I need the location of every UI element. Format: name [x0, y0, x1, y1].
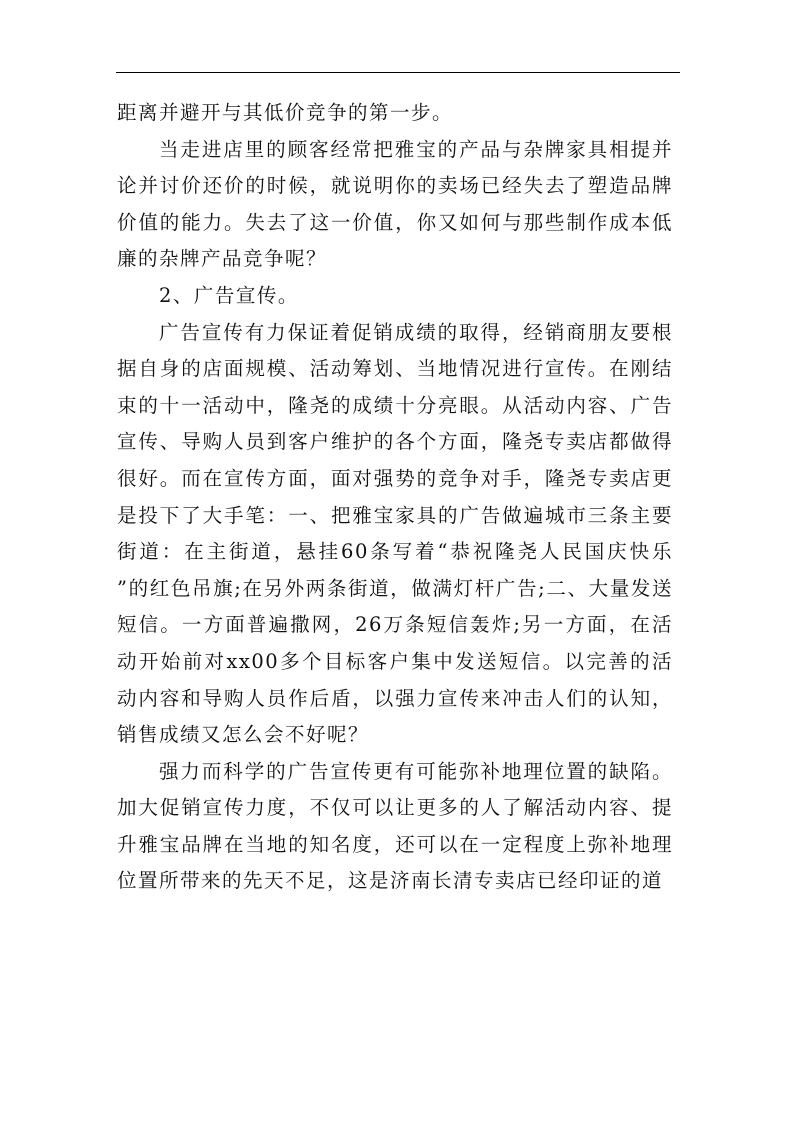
paragraph-3-heading: 2、广告宣传。 — [159, 283, 299, 307]
document-body — [117, 95, 673, 900]
paragraph-4: 广告宣传有力保证着促销成绩的取得，经销商朋友要根据自身的店面规模、活动筹划、当地情况进行宣传。在刚结束的十一活动中，隆尧的成绩十分亮眼。从活动内容、广告宣传、导购人员到客户维护的各个方面，隆尧专卖店都做得很好。而在宣传方面，面对强势的竞争对手，隆尧专卖店更是投下了大手笔：一、把雅宝家具的广告做遍城市三条主要街道：在主街道，悬挂60条写着“恭祝隆尧人民国庆快乐 ”的红色吊旗;在另外两条街道，做满灯杆广告;二、大量发送短信。一方面普遍撒网，26万条短信轰炸;另一方面，在活动开始前对xx00多个目标客户集中发送短信。以完善的活动内容和导购人员作后盾，以强力宣传来冲击人们的认知，销售成绩又怎么会不好呢？ — [117, 320, 673, 747]
paragraph-1: 距离并避开与其低价竞争的第一步。 — [117, 101, 454, 124]
paragraph-2: 当走进店里的顾客经常把雅宝的产品与杂牌家具相提并论并讨价还价的时候，就说明你的卖场已经失去了塑造品牌价值的能力。失去了这一价值，你又如何与那些制作成本低廉的杂牌产品竞争呢？ — [117, 137, 673, 271]
header-rule — [116, 72, 680, 73]
paragraph-5: 强力而科学的广告宣传更有可能弥补地理位置的缺陷。加大促销宣传力度，不仅可以让更多的人了解活动内容、提升雅宝品牌在当地的知名度，还可以在一定程度上弥补地理位置所带来的先天不足，这是济南长清专卖店已经印证的道 — [117, 759, 673, 893]
